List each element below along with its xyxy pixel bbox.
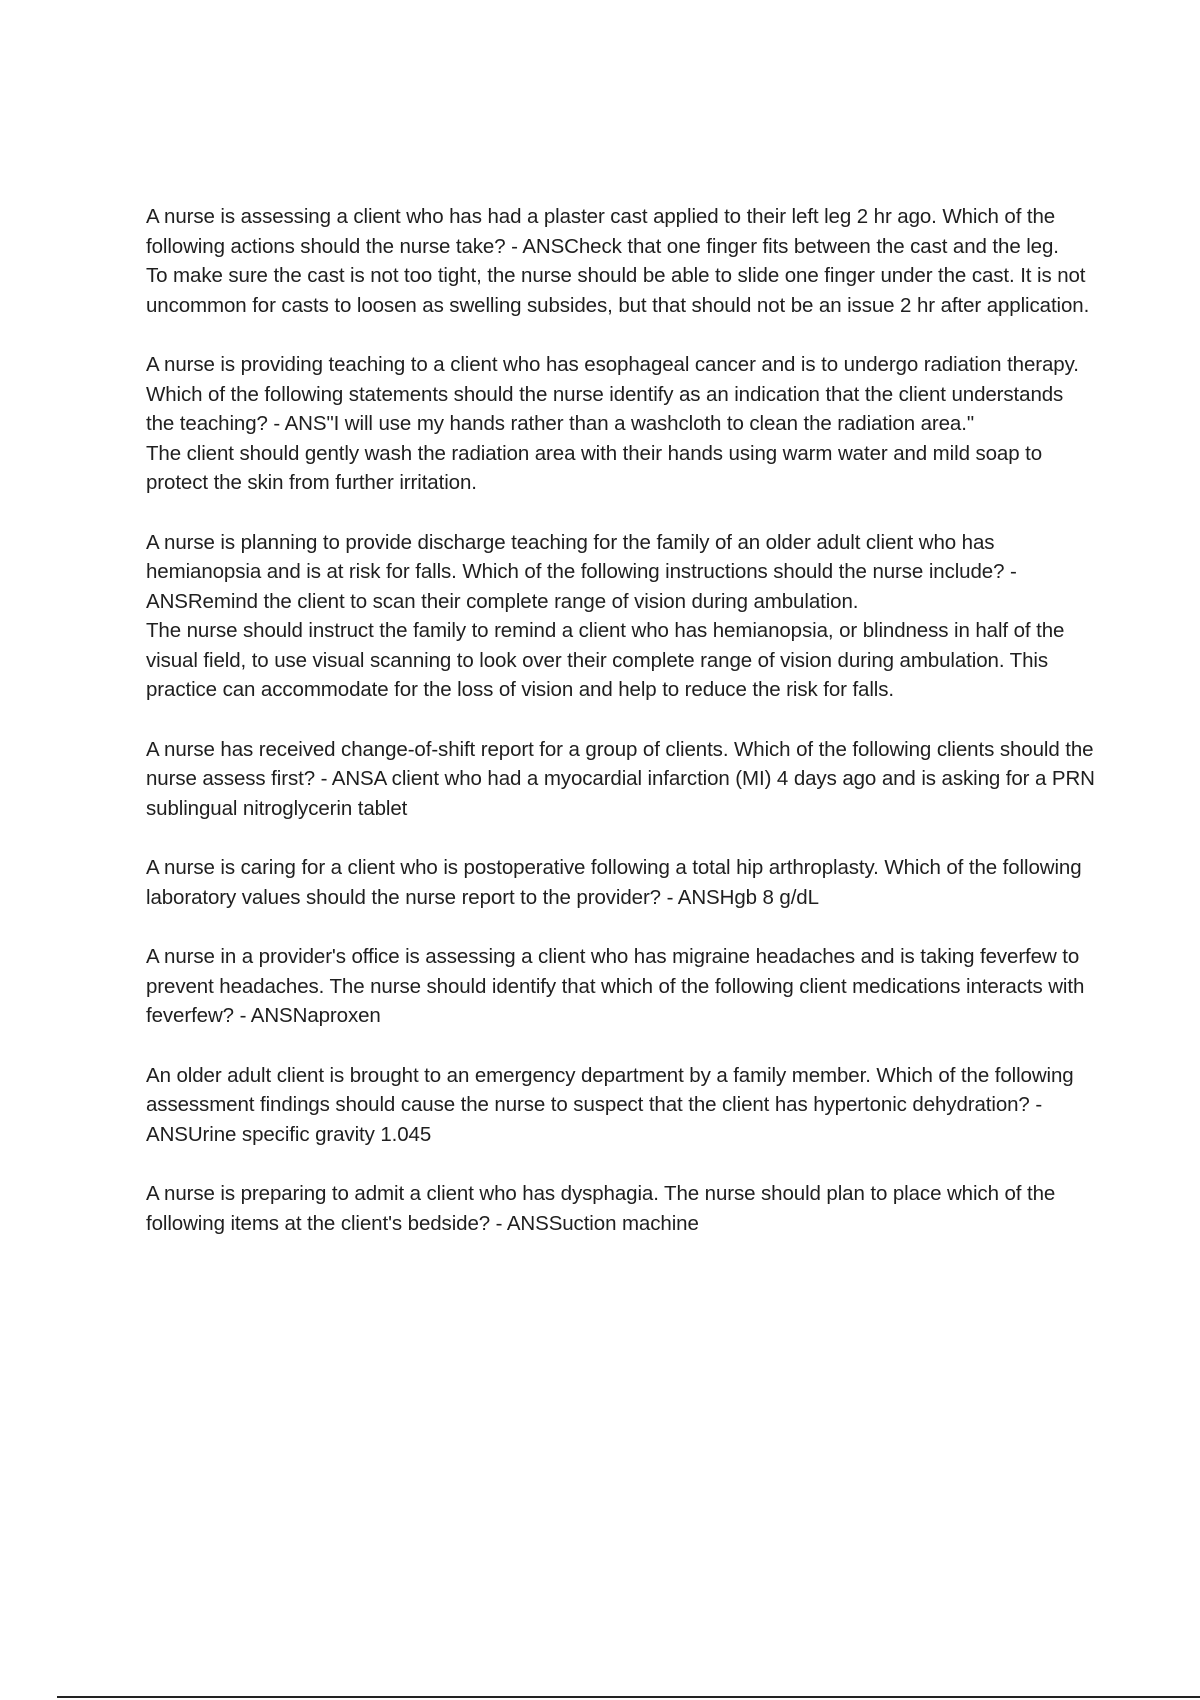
document-body [146,202,1096,1268]
question-answer-text: A nurse has received change-of-shift report for a group of clients. Which of the following clients should the nurse assess first? - ANSA client who had a myocardial infarction (MI) 4 days ago and is asking for a PRN sublingual nitroglycerin tablet [146,737,1095,820]
footer-divider [57,1696,1200,1698]
question-answer-text: A nurse is preparing to admit a client who has dysphagia. The nurse should plan to place which of the following items at the client's bedside? - ANSSuction machine [146,1182,1056,1235]
question-answer-text: A nurse is caring for a client who is postoperative following a total hip arthroplasty. Which of the following laboratory values should the nurse report to the provider? - ANSHgb 8 g/dL [146,856,1082,909]
qa-entry [146,202,1096,320]
question-answer-text: A nurse in a provider's office is assessing a client who has migraine headaches and is taking feverfew to prevent headaches. The nurse should identify that which of the following client medications interacts with feverfew? - ANSNaproxen [146,945,1085,1027]
qa-entry [146,942,1096,1031]
rationale-text: The client should gently wash the radiation area with their hands using warm water and mild soap to protect the skin from further irritation. [146,441,1043,494]
question-answer-text: A nurse is providing teaching to a client who has esophageal cancer and is to undergo radiation therapy. Which of the following statements should the nurse identify as an indication that the client understands the teaching? - ANS"I will use my hands rather than a washcloth to clean the radiation area." [146,353,1079,435]
rationale-text: The nurse should instruct the family to remind a client who has hemianopsia, or blindness in half of the visual field, to use visual scanning to look over their complete range of vision during ambulation. This practice can accommodate for the loss of vision and help to reduce the risk for falls. [146,619,1065,701]
qa-entry [146,735,1096,824]
rationale-text: To make sure the cast is not too tight, the nurse should be able to slide one finger under the cast. It is not uncommon for casts to loosen as swelling subsides, but that should not be an issue 2 hr after application. [146,264,1090,317]
question-answer-text: A nurse is assessing a client who has had a plaster cast applied to their left leg 2 hr ago. Which of the following actions should the nurse take? - ANSCheck that one finger fits between the cast and the leg. [146,205,1059,258]
qa-entry [146,853,1096,912]
qa-entry [146,1179,1096,1238]
question-answer-text: An older adult client is brought to an emergency department by a family member. Which of the following assessment findings should cause the nurse to suspect that the client has hypertonic dehydration? - ANSUrine specific gravity 1.045 [146,1063,1074,1146]
qa-entry [146,528,1096,705]
qa-entry [146,350,1096,498]
question-answer-text: A nurse is planning to provide discharge teaching for the family of an older adult client who has hemianopsia and is at risk for falls. Which of the following instructions should the nurse include? - ANSRemind the client to scan their complete range of vision during ambulation. [146,530,1017,613]
qa-entry [146,1061,1096,1150]
